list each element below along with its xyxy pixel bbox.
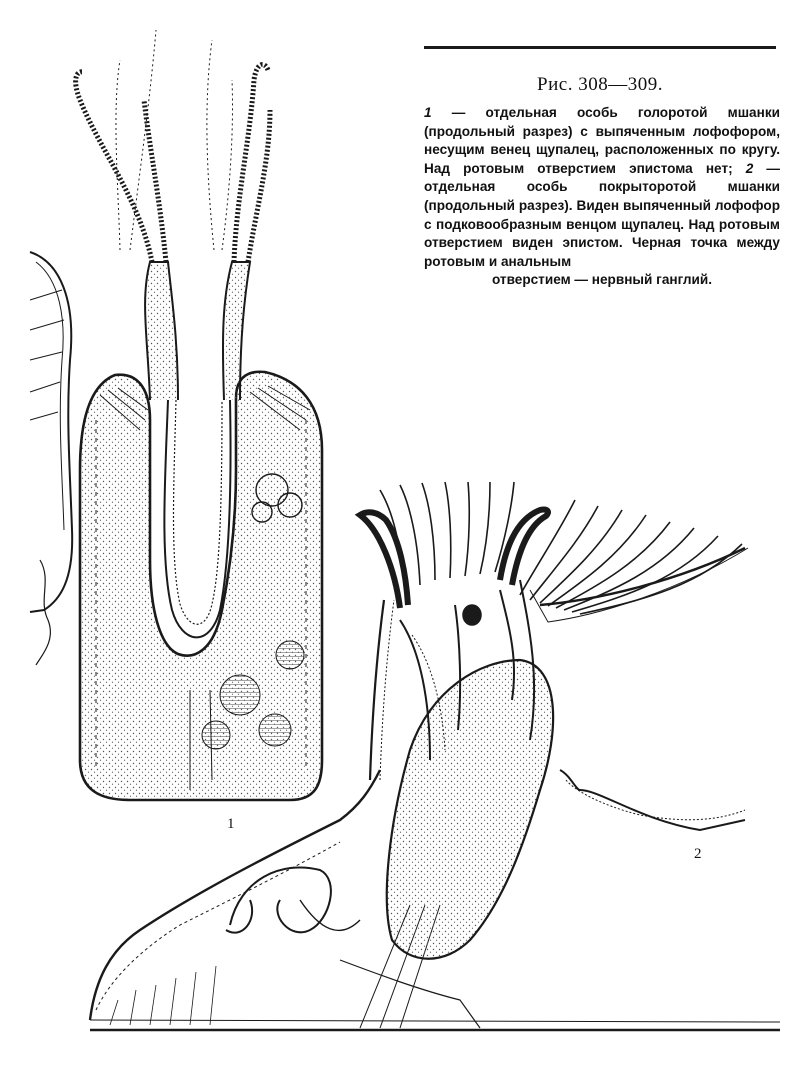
- caption-text-last: отверстием — нервный ганглий.: [491, 272, 713, 288]
- zooid-1-lophophore-stalk: [145, 262, 178, 400]
- caption-number-1: 1: [424, 105, 432, 120]
- caption-text-1: — отдельная особь голоротой мшанки (продольный разрез) с выпяченным лофофором, несущим венец щупалец, расположенных по кругу. Над ротовым отверстием эпистома нет;: [424, 105, 780, 176]
- caption-number-2: 2: [745, 160, 754, 176]
- zooid-1-tentacle: [76, 72, 152, 262]
- zooid-1-tentacle: [248, 110, 270, 262]
- nerve-ganglion: [463, 605, 481, 625]
- neighbour-zooid-wall: [30, 252, 72, 612]
- zooid-1-drawing: [30, 30, 322, 800]
- zooid-2-tentacle-crown: [380, 482, 748, 622]
- zooid-2-gut: [387, 660, 553, 959]
- figure-2-label: 2: [694, 846, 702, 862]
- caption-text-2: — отдельная особь покрыторотой мшанки (продольный разрез). Виден выпяченный лофофор с подковообразным венцом щупалец. Над ротовым отверстием виден эпистом. Черная точка между ротовым и анальным: [424, 160, 780, 269]
- figure-1-label: 1: [227, 816, 235, 832]
- figure-title: Рис. 308—309.: [537, 74, 663, 95]
